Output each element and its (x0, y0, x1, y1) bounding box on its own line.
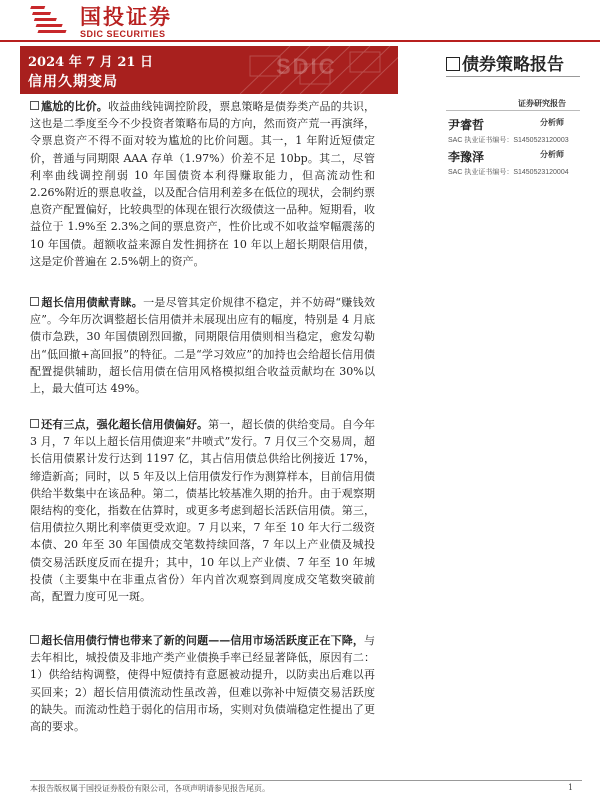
paragraph (30, 632, 375, 735)
paragraph-lead: 还有三点，强化超长信用债偏好。 (41, 418, 209, 431)
footer-disclaimer: 本报告版权属于国投证券股份有限公司，各项声明请参见报告尾页。 (30, 784, 270, 793)
paragraph-lead: 超长信用债行情也带来了新的问题——信用市场活跃度正在下降， (41, 634, 364, 647)
analyst-name: 尹睿哲 (448, 118, 485, 132)
bullet-box-icon (30, 101, 39, 110)
paragraph-text: 收益曲线钝调控阶段，票息策略是债券类产品的共识，这也是二季度至今不少投资者策略布局的方向，然而资产荒一再演绎，令票息资产不得不面对较为尴尬的比价问题。其一，1 年附近短债定价，普通与同期限 AAA 存单（1.97%）价差不足 10bp。其二，尽管利率曲线调控削弱 10 年国债资本利得赚取能力，但高流动性和 2.26%附近的票息收益，以及配合信用利差多在低位的现状，会制约票息资产配置偏好，比较典型的体现在银行次级债这一品种。短期看，收益位于 1.9%至 2.3%之间的票息资产，性价比或不如收益窄幅震荡的 10 年国债。超额收益来源自发性拥挤在 10 年以上超长期限信用债，这是定价普遍在 2.5%朝上的资产。 (30, 100, 376, 268)
bullet-box-icon (30, 635, 39, 644)
paragraph-text: 与去年相比，城投债及非地产类产业债换手率已经显著降低，原因有二：1）供给结构调整，使得中短债持有意愿被动提升，以防卖出后难以再买回来；2）超长信用债流动性虽改善，但难以弥补中短债交易活跃度的缺失。而流动性趋于弱化的信用市场，实则对负债端稳定性提出了更高的要求。 (30, 634, 375, 734)
report-type-icon (446, 57, 460, 71)
paragraph-lead: 尴尬的比价。 (41, 100, 108, 113)
sidebar-divider-2 (446, 110, 580, 111)
page-number: 1 (568, 783, 574, 792)
bullet-box-icon (30, 419, 39, 428)
sidebar-divider (446, 76, 580, 77)
paragraph-lead: 超长信用债献青睐。 (41, 296, 144, 309)
paragraph (30, 98, 375, 270)
report-title: 信用久期变局 (28, 74, 118, 90)
title-banner (20, 46, 398, 94)
paragraph (30, 416, 375, 605)
analyst-card (448, 114, 578, 145)
company-logo (30, 4, 172, 40)
logo-cn-text: 国投证券 (80, 4, 172, 29)
report-type-text: 债券策略报告 (462, 55, 564, 75)
logo-en-text: SDIC SECURITIES (80, 28, 166, 39)
header-divider (0, 40, 600, 42)
analyst-role: 分析师 (540, 149, 564, 159)
report-type (446, 50, 564, 75)
analyst-sac: SAC 执业证书编号：S1450523120004 (448, 169, 569, 176)
bullet-box-icon (30, 297, 39, 306)
sdic-logo-icon (30, 4, 74, 40)
analyst-role: 分析师 (540, 117, 564, 127)
paragraph-text: 第一，超长债的供给变局。自今年 3 月，7 年以上超长信用债迎来“井喷式”发行。7 月仅三个交易周，超长信用债累计发行达到 1197 亿，其占信用债总供给比例接近 17%，缔造新高；同时，以 5 年及以上信用债发行作为测算样本，目前信用债供给半数集中在该品种。第二，债基比较基准久期的抬升。由于观察期限结构的变化，指数在估算时，或更多考虑到超长活跃信用债。第三，信用债拉久期比利率债更受欢迎。7 月以来，7 年至 10 年大行二级资本债、20 年至 30 年国债成交笔数持续回落，7 年以上产业债及城投债交易活跃度反而在提升；其中，10 年以上产业债、7 年至 10 年城投债（主要集中在非重点省份）年内首次观察到周度成交笔数突破前高，配置力度可见一斑。 (30, 418, 376, 604)
analyst-sac: SAC 执业证书编号：S1450523120003 (448, 137, 569, 144)
analyst-name: 李豫泽 (448, 150, 485, 164)
report-date: 2024 年 7 月 21 日 (28, 55, 153, 70)
research-label: 证券研究报告 (518, 98, 566, 108)
banner-watermark: SDIC (276, 54, 337, 79)
paragraph (30, 294, 375, 397)
footer-divider (30, 780, 582, 781)
analyst-card (448, 146, 578, 177)
paragraph-text: 一是尽管其定价规律不稳定，并不妨碍“赚钱效应”。今年历次调整超长信用债并未展现出应有的幅度，特别是 4 月底债市急跌，30 年国债剧烈回撤，同期限信用债则相当稳定，愈发勾勒出“低回撤+高回报”的特征。二是“学习效应”的加持也会给超长信用债配置提供辅助，超长信用债在信用风格模拟组合收益贡献均在 30%以上，最大值可达 49%。 (30, 296, 375, 396)
